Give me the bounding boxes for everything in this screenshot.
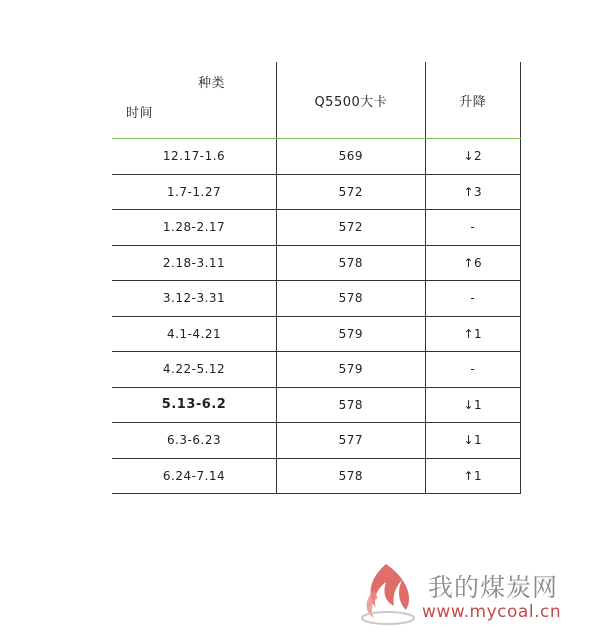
table-header-row	[112, 62, 521, 139]
flame-logo-icon	[356, 560, 420, 626]
price-cell: 579	[277, 316, 426, 352]
table-row	[112, 423, 521, 459]
period-cell: 1.28-2.17	[112, 210, 277, 246]
price-cell: 578	[277, 281, 426, 317]
change-cell: -	[425, 210, 520, 246]
price-cell: 578	[277, 458, 426, 494]
header-time-label: 时间	[126, 106, 154, 121]
table-row	[112, 281, 521, 317]
period-cell: 4.1-4.21	[112, 316, 277, 352]
period-cell: 6.3-6.23	[112, 423, 277, 459]
change-cell: -	[425, 281, 520, 317]
period-cell: 1.7-1.27	[112, 174, 277, 210]
table-row	[112, 458, 521, 494]
price-cell: 578	[277, 245, 426, 281]
period-cell: 3.12-3.31	[112, 281, 277, 317]
header-category-label: 种类	[198, 76, 226, 91]
change-cell: ↓1	[425, 387, 520, 423]
change-cell: ↑3	[425, 174, 520, 210]
watermark-url: www.mycoal.cn	[422, 602, 562, 622]
period-cell: 6.24-7.14	[112, 458, 277, 494]
period-cell: 4.22-5.12	[112, 352, 277, 388]
change-cell: ↓2	[425, 139, 520, 175]
period-cell: 5.13-6.2	[112, 387, 277, 423]
period-cell: 2.18-3.11	[112, 245, 277, 281]
price-cell: 569	[277, 139, 426, 175]
price-cell: 572	[277, 210, 426, 246]
change-cell: ↑6	[425, 245, 520, 281]
table-row	[112, 352, 521, 388]
table-row	[112, 139, 521, 175]
table-row	[112, 174, 521, 210]
watermark-logo	[356, 558, 596, 628]
header-price-cell: Q5500大卡	[277, 62, 426, 139]
table-row	[112, 210, 521, 246]
table-row	[112, 316, 521, 352]
table-row	[112, 387, 521, 423]
price-cell: 578	[277, 387, 426, 423]
change-cell: -	[425, 352, 520, 388]
change-cell: ↑1	[425, 458, 520, 494]
price-cell: 572	[277, 174, 426, 210]
watermark-site-name: 我的煤炭网	[428, 573, 559, 602]
header-change-cell: 升降	[425, 62, 520, 139]
period-cell: 12.17-1.6	[112, 139, 277, 175]
price-cell: 579	[277, 352, 426, 388]
table-row	[112, 245, 521, 281]
corner-header-cell	[112, 62, 277, 139]
price-table	[112, 62, 521, 494]
change-cell: ↑1	[425, 316, 520, 352]
change-cell: ↓1	[425, 423, 520, 459]
price-cell: 577	[277, 423, 426, 459]
